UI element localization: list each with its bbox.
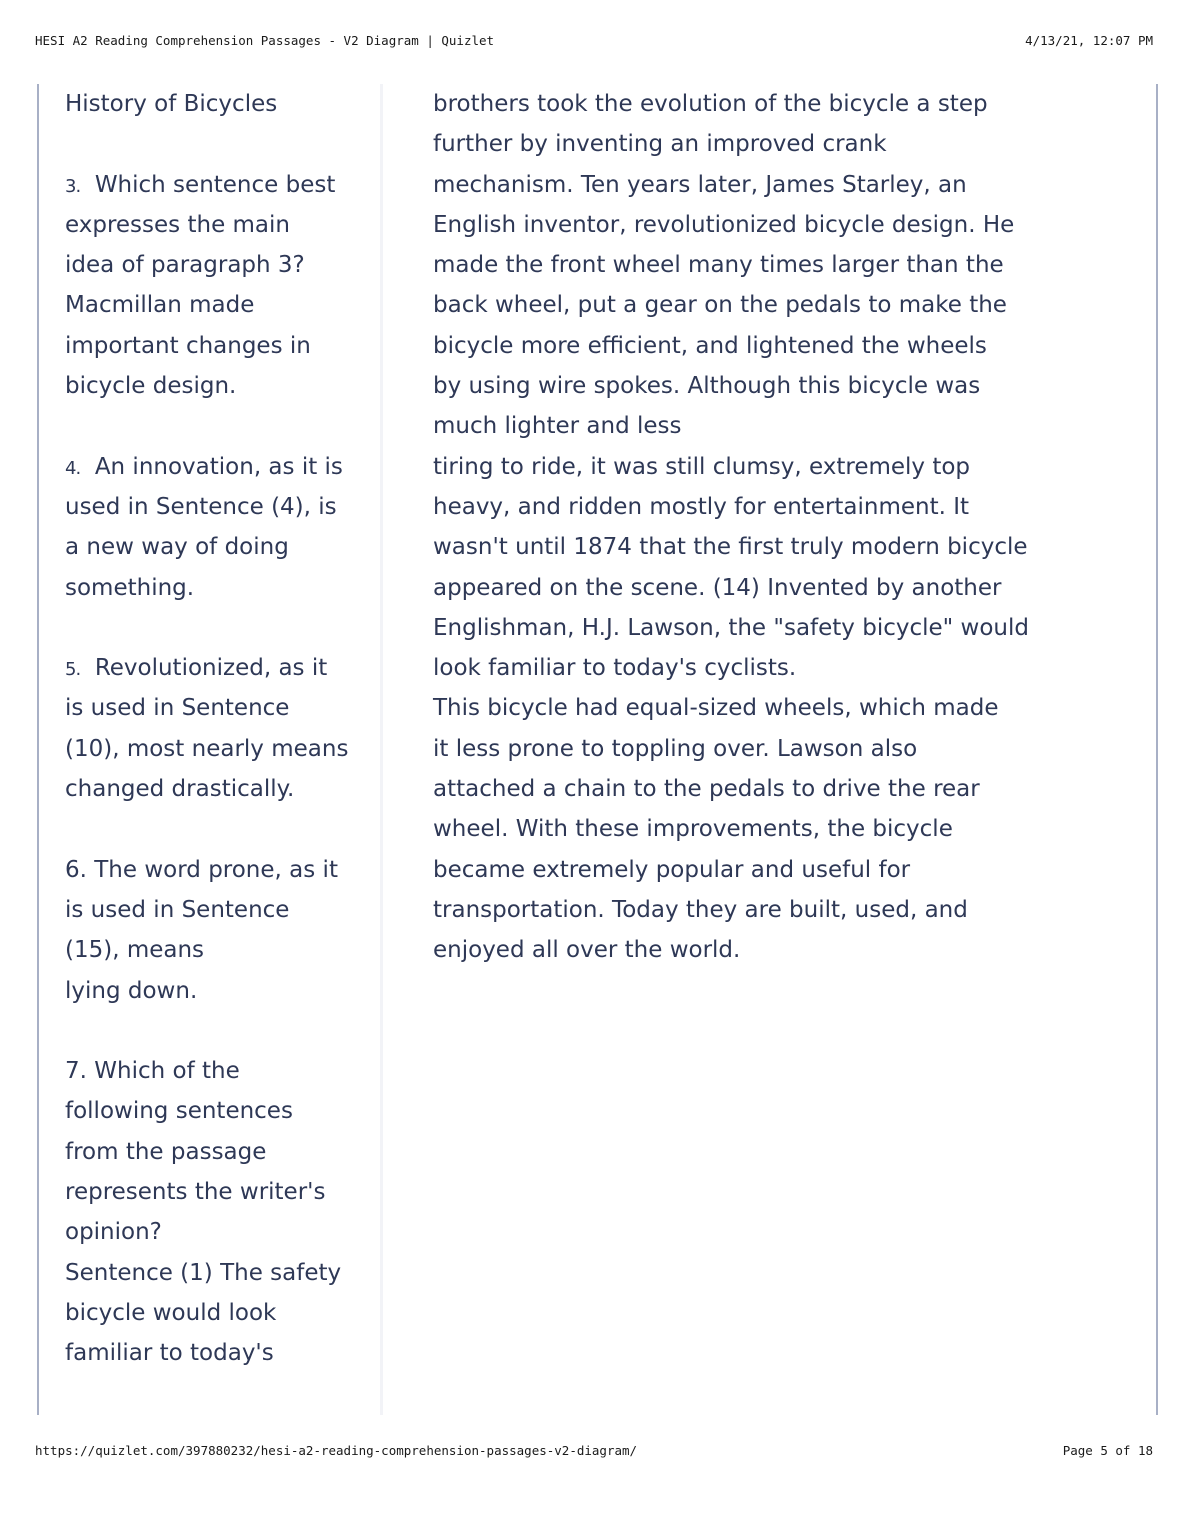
question-line: Revolutionized, as it xyxy=(94,655,328,682)
answer-line: bicycle design. xyxy=(65,373,237,400)
passage-line: tiring to ride, it was still clumsy, extremely top xyxy=(433,453,971,480)
passage-line: back wheel, put a gear on the pedals to make the xyxy=(433,292,1007,319)
question-line: Which sentence best xyxy=(94,171,336,198)
question-line: from the passage xyxy=(65,1138,267,1165)
question-line: is used in Sentence xyxy=(65,896,290,923)
question-line: is used in Sentence xyxy=(65,695,290,722)
question-3 xyxy=(65,165,365,407)
question-line: opinion? xyxy=(65,1219,162,1246)
answer-line: lying down. xyxy=(65,977,198,1004)
card-border-left xyxy=(37,84,39,1415)
column-divider xyxy=(380,84,383,1415)
question-line: An innovation, as it is xyxy=(94,453,343,480)
question-line: 6. The word prone, as it xyxy=(65,856,338,883)
term-column xyxy=(65,84,365,1374)
card-border-right xyxy=(1156,84,1158,1415)
question-line: used in Sentence (4), is xyxy=(65,493,337,520)
answer-line: important changes in xyxy=(65,332,311,359)
answer-line: Macmillan made xyxy=(65,292,255,319)
passage-line: wheel. With these improvements, the bicycle xyxy=(433,816,953,843)
question-line: expresses the main xyxy=(65,211,290,238)
passage-line: bicycle more efficient, and lightened the wheels xyxy=(433,332,987,359)
answer-line: something. xyxy=(65,574,195,601)
question-number: 5. xyxy=(65,659,81,681)
question-line: 7. Which of the xyxy=(65,1058,240,1085)
passage-line: enjoyed all over the world. xyxy=(433,937,741,964)
question-line: idea of paragraph 3? xyxy=(65,252,305,279)
question-number: 4. xyxy=(65,457,81,479)
question-4 xyxy=(65,447,365,608)
passage-line: brothers took the evolution of the bicycle a step xyxy=(433,91,988,117)
document-title: HESI A2 Reading Comprehension Passages - V2 Diagram | Quizlet xyxy=(35,33,495,48)
page-url: https://quizlet.com/397880232/hesi-a2-reading-comprehension-passages-v2-diagram/ xyxy=(35,1443,638,1458)
passage-line: attached a chain to the pedals to drive the rear xyxy=(433,776,980,803)
answer-line: bicycle would look xyxy=(65,1299,277,1326)
print-datetime: 4/13/21, 12:07 PM xyxy=(1025,33,1153,48)
question-5 xyxy=(65,648,365,809)
question-6 xyxy=(65,850,365,1011)
passage-line: mechanism. Ten years later, James Starley, an xyxy=(433,171,967,198)
card-heading: History of Bicycles xyxy=(65,91,278,117)
answer-line: changed drastically. xyxy=(65,776,295,803)
answer-line: familiar to today's xyxy=(65,1340,274,1367)
passage-line: became extremely popular and useful for xyxy=(433,856,911,883)
passage-line: look familiar to today's cyclists. xyxy=(433,655,797,682)
page-number: Page 5 of 18 xyxy=(1062,1443,1153,1458)
passage-line: Englishman, H.J. Lawson, the "safety bicycle" would xyxy=(433,614,1030,641)
passage-line: by using wire spokes. Although this bicycle was xyxy=(433,373,981,400)
passage-line: heavy, and ridden mostly for entertainment. It xyxy=(433,493,970,520)
question-line: (10), most nearly means xyxy=(65,735,349,762)
print-header xyxy=(35,33,1153,51)
definition-column xyxy=(433,84,1033,971)
question-number: 3. xyxy=(65,175,81,197)
question-line: represents the writer's xyxy=(65,1179,326,1206)
passage-line: English inventor, revolutionized bicycle design. He xyxy=(433,211,1015,238)
passage-line: much lighter and less xyxy=(433,413,682,440)
question-line: (15), means xyxy=(65,937,205,964)
passage-line: made the front wheel many times larger than the xyxy=(433,252,1004,279)
print-footer xyxy=(35,1443,1153,1461)
passage-line: appeared on the scene. (14) Invented by another xyxy=(433,574,1002,601)
answer-line: a new way of doing xyxy=(65,534,289,561)
passage-line: transportation. Today they are built, used, and xyxy=(433,896,968,923)
passage-line: further by inventing an improved crank xyxy=(433,131,887,158)
question-7 xyxy=(65,1051,365,1373)
passage-line: This bicycle had equal-sized wheels, which made xyxy=(433,695,999,722)
passage-line: wasn't until 1874 that the first truly modern bicycle xyxy=(433,534,1028,561)
answer-line: Sentence (1) The safety xyxy=(65,1259,342,1286)
question-line: following sentences xyxy=(65,1098,293,1125)
passage-line: it less prone to toppling over. Lawson also xyxy=(433,735,918,762)
